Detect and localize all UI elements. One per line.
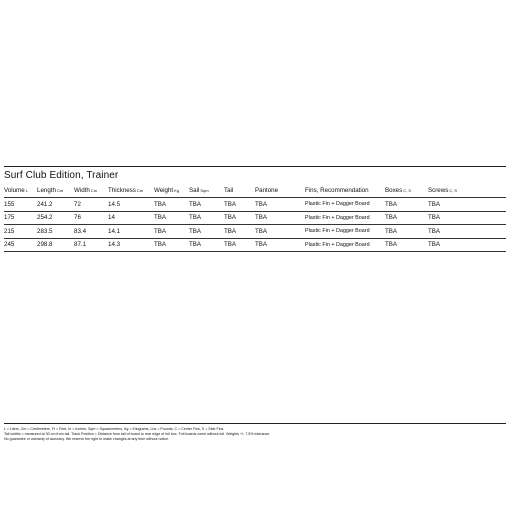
cell-volume: 215 (4, 225, 37, 239)
cell-boxes: TBA (385, 225, 428, 239)
cell-thickness: 14.1 (108, 225, 154, 239)
cell-weight: TBA (154, 225, 189, 239)
cell-length: 298.8 (37, 238, 74, 252)
cell-length: 283.5 (37, 225, 74, 239)
footnote-units: L = Liters, Cm = Centimeters, Ft = Feet, In = Inches, Sqm = Squaremeters, Kg = Kilograms, Lbs = Pounds, C = Center Fins, S = Side Fins. (4, 427, 225, 431)
header-width: WidthCm (74, 184, 108, 198)
cell-boxes: TBA (385, 238, 428, 252)
header-screws: ScrewsC, S (428, 184, 506, 198)
cell-width: 83.4 (74, 225, 108, 239)
header-boxes: BoxesC, S (385, 184, 428, 198)
header-fins: Fins, Recommendation (305, 184, 385, 198)
header-volume: VolumeL (4, 184, 37, 198)
header-thickness: ThicknessCm (108, 184, 154, 198)
footnote-measurements: Tail widths = measured at 30 cm from tail. Track Position = Distance from tail of board to rear edge of foil box. Foil boards come without foil. Weights +/- 7.5% tolerance. (4, 432, 271, 436)
cell-fins: Plastic Fin + Dagger Board (305, 225, 385, 239)
cell-volume: 155 (4, 198, 37, 212)
cell-weight: TBA (154, 238, 189, 252)
cell-thickness: 14.5 (108, 198, 154, 212)
cell-screws: TBA (428, 198, 506, 212)
table-row (4, 238, 506, 252)
cell-thickness: 14 (108, 211, 154, 225)
cell-pantone: TBA (255, 225, 305, 239)
table-header-row (4, 184, 506, 198)
cell-weight: TBA (154, 198, 189, 212)
cell-boxes: TBA (385, 198, 428, 212)
cell-thickness: 14.3 (108, 238, 154, 252)
cell-screws: TBA (428, 211, 506, 225)
cell-sail: TBA (189, 238, 224, 252)
cell-sail: TBA (189, 198, 224, 212)
cell-width: 87.1 (74, 238, 108, 252)
header-sail: SailSqm (189, 184, 224, 198)
cell-volume: 175 (4, 211, 37, 225)
cell-tail: TBA (224, 198, 255, 212)
table-row (4, 225, 506, 239)
footnote-disclaimer: No guarantee or warranty of accuracy. We reserve the right to make changes at any time without notice. (4, 437, 170, 441)
top-divider (4, 166, 506, 167)
cell-length: 254.2 (37, 211, 74, 225)
page-title: Surf Club Edition, Trainer (4, 170, 119, 181)
cell-boxes: TBA (385, 211, 428, 225)
header-length: LengthCm (37, 184, 74, 198)
cell-fins: Plastic Fin + Dagger Board (305, 238, 385, 252)
cell-pantone: TBA (255, 198, 305, 212)
cell-tail: TBA (224, 225, 255, 239)
table-row (4, 198, 506, 212)
cell-fins: Plastic Fin + Dagger Board (305, 198, 385, 212)
cell-tail: TBA (224, 211, 255, 225)
header-tail: Tail (224, 184, 255, 198)
cell-screws: TBA (428, 225, 506, 239)
table-row (4, 211, 506, 225)
cell-volume: 245 (4, 238, 37, 252)
footnotes (4, 427, 506, 442)
cell-length: 241.2 (37, 198, 74, 212)
cell-pantone: TBA (255, 238, 305, 252)
cell-fins: Plastic Fin + Dagger Board (305, 211, 385, 225)
cell-pantone: TBA (255, 211, 305, 225)
cell-tail: TBA (224, 238, 255, 252)
cell-width: 72 (74, 198, 108, 212)
header-weight: WeightKg (154, 184, 189, 198)
cell-sail: TBA (189, 211, 224, 225)
cell-width: 76 (74, 211, 108, 225)
cell-sail: TBA (189, 225, 224, 239)
bottom-divider (4, 423, 506, 424)
spec-table (4, 184, 506, 252)
cell-weight: TBA (154, 211, 189, 225)
header-pantone: Pantone (255, 184, 305, 198)
cell-screws: TBA (428, 238, 506, 252)
